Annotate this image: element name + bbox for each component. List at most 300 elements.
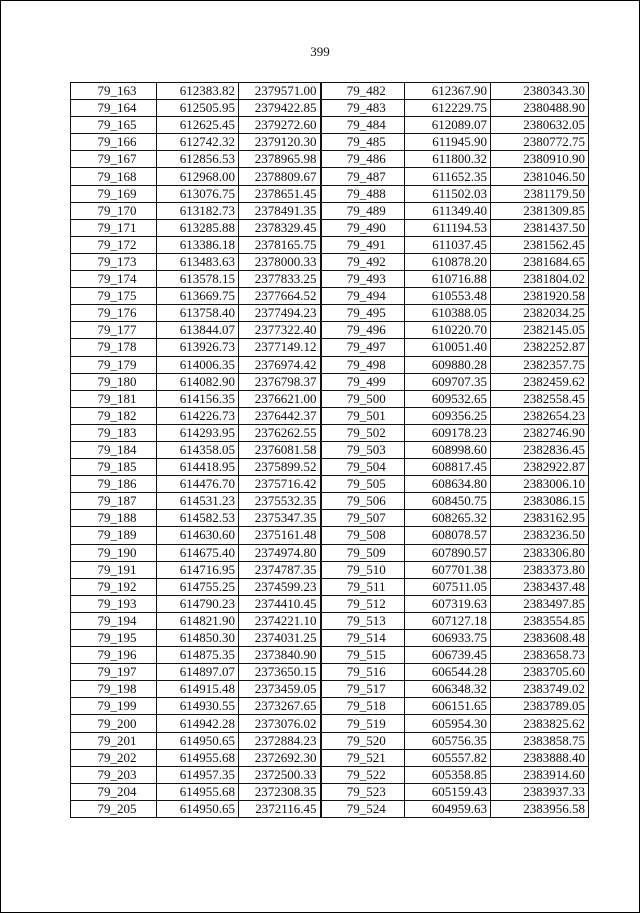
y-right-cell: 2383937.33	[491, 783, 589, 800]
y-right-cell: 2383437.48	[491, 578, 589, 595]
y-right-cell: 2381684.65	[491, 253, 589, 270]
x-right-cell: 610388.05	[405, 305, 491, 322]
page-number: 399	[310, 44, 330, 59]
x-right-cell: 607890.57	[405, 544, 491, 561]
table-row	[71, 202, 589, 219]
x-left-cell: 614476.70	[157, 476, 239, 493]
y-right-cell: 2382836.45	[491, 441, 589, 458]
y-left-cell: 2378491.35	[239, 202, 321, 219]
point-id-right-cell: 79_518	[321, 698, 405, 715]
point-id-left-cell: 79_171	[71, 219, 157, 236]
point-id-left-cell: 79_165	[71, 117, 157, 134]
y-left-cell: 2378965.98	[239, 151, 321, 168]
table-row	[71, 441, 589, 458]
y-left-cell: 2375532.35	[239, 493, 321, 510]
point-id-right-cell: 79_507	[321, 510, 405, 527]
table-row	[71, 356, 589, 373]
y-left-cell: 2375716.42	[239, 476, 321, 493]
table-row	[71, 595, 589, 612]
table-row	[71, 134, 589, 151]
x-right-cell: 610220.70	[405, 322, 491, 339]
y-right-cell: 2381804.02	[491, 271, 589, 288]
point-id-right-cell: 79_491	[321, 236, 405, 253]
point-id-right-cell: 79_494	[321, 288, 405, 305]
y-right-cell: 2380910.90	[491, 151, 589, 168]
point-id-left-cell: 79_196	[71, 647, 157, 664]
point-id-right-cell: 79_521	[321, 749, 405, 766]
table-row	[71, 578, 589, 595]
x-left-cell: 614582.53	[157, 510, 239, 527]
point-id-left-cell: 79_184	[71, 441, 157, 458]
y-right-cell: 2383705.60	[491, 664, 589, 681]
x-right-cell: 611037.45	[405, 236, 491, 253]
x-left-cell: 614950.65	[157, 800, 239, 817]
y-left-cell: 2377494.23	[239, 305, 321, 322]
x-left-cell: 614821.90	[157, 612, 239, 629]
table-row	[71, 681, 589, 698]
point-id-right-cell: 79_508	[321, 527, 405, 544]
y-right-cell: 2381562.45	[491, 236, 589, 253]
y-right-cell: 2383888.40	[491, 749, 589, 766]
x-left-cell: 614293.95	[157, 424, 239, 441]
y-left-cell: 2372692.30	[239, 749, 321, 766]
x-right-cell: 609880.28	[405, 356, 491, 373]
x-left-cell: 612505.95	[157, 100, 239, 117]
point-id-right-cell: 79_504	[321, 459, 405, 476]
x-left-cell: 613483.63	[157, 253, 239, 270]
x-right-cell: 611945.90	[405, 134, 491, 151]
y-left-cell: 2379571.00	[239, 83, 321, 100]
x-right-cell: 605954.30	[405, 715, 491, 732]
y-left-cell: 2376442.37	[239, 407, 321, 424]
y-left-cell: 2372500.33	[239, 766, 321, 783]
point-id-right-cell: 79_483	[321, 100, 405, 117]
table-row	[71, 219, 589, 236]
x-left-cell: 613386.18	[157, 236, 239, 253]
x-left-cell: 614790.23	[157, 595, 239, 612]
point-id-right-cell: 79_516	[321, 664, 405, 681]
table-row	[71, 561, 589, 578]
x-left-cell: 614226.73	[157, 407, 239, 424]
x-left-cell: 612625.45	[157, 117, 239, 134]
table-row	[71, 800, 589, 817]
point-id-left-cell: 79_178	[71, 339, 157, 356]
point-id-left-cell: 79_197	[71, 664, 157, 681]
x-right-cell: 606151.65	[405, 698, 491, 715]
x-left-cell: 614755.25	[157, 578, 239, 595]
x-right-cell: 604959.63	[405, 800, 491, 817]
point-id-right-cell: 79_520	[321, 732, 405, 749]
x-left-cell: 614082.90	[157, 373, 239, 390]
x-right-cell: 608450.75	[405, 493, 491, 510]
point-id-left-cell: 79_163	[71, 83, 157, 100]
point-id-right-cell: 79_519	[321, 715, 405, 732]
y-left-cell: 2378329.45	[239, 219, 321, 236]
y-right-cell: 2382654.23	[491, 407, 589, 424]
point-id-left-cell: 79_175	[71, 288, 157, 305]
y-left-cell: 2372116.45	[239, 800, 321, 817]
table-row	[71, 288, 589, 305]
table-row	[71, 236, 589, 253]
x-left-cell: 614875.35	[157, 647, 239, 664]
point-id-left-cell: 79_189	[71, 527, 157, 544]
y-right-cell: 2381046.50	[491, 168, 589, 185]
point-id-left-cell: 79_199	[71, 698, 157, 715]
x-right-cell: 608817.45	[405, 459, 491, 476]
table-row	[71, 664, 589, 681]
point-id-left-cell: 79_164	[71, 100, 157, 117]
x-left-cell: 613758.40	[157, 305, 239, 322]
y-right-cell: 2380343.30	[491, 83, 589, 100]
point-id-right-cell: 79_500	[321, 390, 405, 407]
x-left-cell: 614955.68	[157, 749, 239, 766]
point-id-left-cell: 79_166	[71, 134, 157, 151]
table-row	[71, 527, 589, 544]
x-right-cell: 610716.88	[405, 271, 491, 288]
point-id-left-cell: 79_191	[71, 561, 157, 578]
x-left-cell: 613844.07	[157, 322, 239, 339]
y-left-cell: 2375347.35	[239, 510, 321, 527]
point-id-right-cell: 79_502	[321, 424, 405, 441]
x-left-cell: 614915.48	[157, 681, 239, 698]
point-id-right-cell: 79_493	[321, 271, 405, 288]
point-id-left-cell: 79_187	[71, 493, 157, 510]
x-right-cell: 612089.07	[405, 117, 491, 134]
point-id-right-cell: 79_506	[321, 493, 405, 510]
y-left-cell: 2376081.58	[239, 441, 321, 458]
x-right-cell: 609178.23	[405, 424, 491, 441]
x-left-cell: 614950.65	[157, 732, 239, 749]
point-id-right-cell: 79_495	[321, 305, 405, 322]
point-id-right-cell: 79_513	[321, 612, 405, 629]
x-right-cell: 608078.57	[405, 527, 491, 544]
point-id-right-cell: 79_524	[321, 800, 405, 817]
y-right-cell: 2383658.73	[491, 647, 589, 664]
x-right-cell: 606348.32	[405, 681, 491, 698]
point-id-right-cell: 79_514	[321, 630, 405, 647]
point-id-left-cell: 79_173	[71, 253, 157, 270]
y-right-cell: 2381437.50	[491, 219, 589, 236]
table-row	[71, 407, 589, 424]
x-left-cell: 612742.32	[157, 134, 239, 151]
y-right-cell: 2381920.58	[491, 288, 589, 305]
table-row	[71, 339, 589, 356]
y-left-cell: 2378651.45	[239, 185, 321, 202]
y-right-cell: 2383006.10	[491, 476, 589, 493]
table-row	[71, 305, 589, 322]
y-right-cell: 2382252.87	[491, 339, 589, 356]
y-left-cell: 2378809.67	[239, 168, 321, 185]
point-id-right-cell: 79_512	[321, 595, 405, 612]
point-id-left-cell: 79_180	[71, 373, 157, 390]
y-right-cell: 2383554.85	[491, 612, 589, 629]
point-id-left-cell: 79_205	[71, 800, 157, 817]
point-id-right-cell: 79_515	[321, 647, 405, 664]
y-left-cell: 2379272.60	[239, 117, 321, 134]
x-right-cell: 606544.28	[405, 664, 491, 681]
point-id-right-cell: 79_505	[321, 476, 405, 493]
point-id-right-cell: 79_482	[321, 83, 405, 100]
point-id-left-cell: 79_193	[71, 595, 157, 612]
x-right-cell: 608634.80	[405, 476, 491, 493]
y-right-cell: 2382145.05	[491, 322, 589, 339]
point-id-left-cell: 79_201	[71, 732, 157, 749]
y-right-cell: 2383789.05	[491, 698, 589, 715]
x-left-cell: 613926.73	[157, 339, 239, 356]
point-id-right-cell: 79_497	[321, 339, 405, 356]
point-id-right-cell: 79_498	[321, 356, 405, 373]
table-row	[71, 168, 589, 185]
y-left-cell: 2374787.35	[239, 561, 321, 578]
point-id-left-cell: 79_183	[71, 424, 157, 441]
table-row	[71, 100, 589, 117]
table-row	[71, 544, 589, 561]
table-row	[71, 749, 589, 766]
y-left-cell: 2373267.65	[239, 698, 321, 715]
point-id-right-cell: 79_501	[321, 407, 405, 424]
point-id-right-cell: 79_499	[321, 373, 405, 390]
point-id-right-cell: 79_487	[321, 168, 405, 185]
y-left-cell: 2374599.23	[239, 578, 321, 595]
point-id-left-cell: 79_177	[71, 322, 157, 339]
x-right-cell: 607127.18	[405, 612, 491, 629]
y-left-cell: 2378000.33	[239, 253, 321, 270]
point-id-left-cell: 79_192	[71, 578, 157, 595]
y-left-cell: 2377833.25	[239, 271, 321, 288]
x-right-cell: 606739.45	[405, 647, 491, 664]
y-left-cell: 2379422.85	[239, 100, 321, 117]
y-right-cell: 2381179.50	[491, 185, 589, 202]
x-right-cell: 608998.60	[405, 441, 491, 458]
point-id-left-cell: 79_172	[71, 236, 157, 253]
table-body	[71, 83, 589, 818]
y-left-cell: 2377664.52	[239, 288, 321, 305]
y-right-cell: 2383162.95	[491, 510, 589, 527]
coordinates-table	[70, 82, 589, 818]
x-right-cell: 609356.25	[405, 407, 491, 424]
y-right-cell: 2383497.85	[491, 595, 589, 612]
point-id-left-cell: 79_181	[71, 390, 157, 407]
point-id-right-cell: 79_490	[321, 219, 405, 236]
point-id-right-cell: 79_517	[321, 681, 405, 698]
x-right-cell: 605756.35	[405, 732, 491, 749]
table-row	[71, 322, 589, 339]
point-id-right-cell: 79_486	[321, 151, 405, 168]
table-row	[71, 424, 589, 441]
table-row	[71, 117, 589, 134]
table-row	[71, 493, 589, 510]
x-right-cell: 610051.40	[405, 339, 491, 356]
x-right-cell: 612229.75	[405, 100, 491, 117]
point-id-left-cell: 79_203	[71, 766, 157, 783]
y-left-cell: 2376621.00	[239, 390, 321, 407]
y-left-cell: 2377149.12	[239, 339, 321, 356]
x-left-cell: 614897.07	[157, 664, 239, 681]
x-left-cell: 613076.75	[157, 185, 239, 202]
table-row	[71, 510, 589, 527]
y-right-cell: 2380772.75	[491, 134, 589, 151]
point-id-right-cell: 79_503	[321, 441, 405, 458]
table-row	[71, 647, 589, 664]
y-right-cell: 2381309.85	[491, 202, 589, 219]
point-id-left-cell: 79_179	[71, 356, 157, 373]
x-right-cell: 605557.82	[405, 749, 491, 766]
x-right-cell: 607511.05	[405, 578, 491, 595]
y-right-cell: 2383914.60	[491, 766, 589, 783]
y-left-cell: 2373076.02	[239, 715, 321, 732]
x-right-cell: 610878.20	[405, 253, 491, 270]
y-right-cell: 2382357.75	[491, 356, 589, 373]
y-right-cell: 2383086.15	[491, 493, 589, 510]
point-id-right-cell: 79_485	[321, 134, 405, 151]
y-left-cell: 2374974.80	[239, 544, 321, 561]
x-right-cell: 610553.48	[405, 288, 491, 305]
y-right-cell: 2383373.80	[491, 561, 589, 578]
point-id-left-cell: 79_195	[71, 630, 157, 647]
y-right-cell: 2383306.80	[491, 544, 589, 561]
table-row	[71, 612, 589, 629]
y-right-cell: 2382558.45	[491, 390, 589, 407]
x-left-cell: 614957.35	[157, 766, 239, 783]
point-id-right-cell: 79_492	[321, 253, 405, 270]
table-row	[71, 783, 589, 800]
y-left-cell: 2373459.05	[239, 681, 321, 698]
table-row	[71, 476, 589, 493]
point-id-right-cell: 79_509	[321, 544, 405, 561]
point-id-left-cell: 79_200	[71, 715, 157, 732]
x-left-cell: 614006.35	[157, 356, 239, 373]
table-row	[71, 271, 589, 288]
y-left-cell: 2374031.25	[239, 630, 321, 647]
x-right-cell: 609532.65	[405, 390, 491, 407]
point-id-right-cell: 79_510	[321, 561, 405, 578]
x-right-cell: 609707.35	[405, 373, 491, 390]
y-right-cell: 2382459.62	[491, 373, 589, 390]
y-left-cell: 2376798.37	[239, 373, 321, 390]
y-left-cell: 2372308.35	[239, 783, 321, 800]
point-id-left-cell: 79_167	[71, 151, 157, 168]
x-left-cell: 614955.68	[157, 783, 239, 800]
x-right-cell: 611194.53	[405, 219, 491, 236]
table-row	[71, 185, 589, 202]
y-left-cell: 2376262.55	[239, 424, 321, 441]
x-left-cell: 612968.00	[157, 168, 239, 185]
point-id-left-cell: 79_169	[71, 185, 157, 202]
y-right-cell: 2383858.75	[491, 732, 589, 749]
y-left-cell: 2375899.52	[239, 459, 321, 476]
table-row	[71, 83, 589, 100]
point-id-left-cell: 79_185	[71, 459, 157, 476]
y-left-cell: 2377322.40	[239, 322, 321, 339]
x-left-cell: 614930.55	[157, 698, 239, 715]
x-left-cell: 613578.15	[157, 271, 239, 288]
y-right-cell: 2380632.05	[491, 117, 589, 134]
point-id-left-cell: 79_188	[71, 510, 157, 527]
x-left-cell: 614850.30	[157, 630, 239, 647]
point-id-left-cell: 79_194	[71, 612, 157, 629]
point-id-right-cell: 79_496	[321, 322, 405, 339]
y-left-cell: 2373840.90	[239, 647, 321, 664]
point-id-right-cell: 79_522	[321, 766, 405, 783]
table-row	[71, 732, 589, 749]
x-left-cell: 614156.35	[157, 390, 239, 407]
x-left-cell: 614531.23	[157, 493, 239, 510]
point-id-right-cell: 79_484	[321, 117, 405, 134]
x-left-cell: 612856.53	[157, 151, 239, 168]
x-right-cell: 611800.32	[405, 151, 491, 168]
point-id-left-cell: 79_204	[71, 783, 157, 800]
x-left-cell: 614716.95	[157, 561, 239, 578]
x-left-cell: 613182.73	[157, 202, 239, 219]
x-left-cell: 614358.05	[157, 441, 239, 458]
point-id-left-cell: 79_202	[71, 749, 157, 766]
x-left-cell: 614630.60	[157, 527, 239, 544]
x-left-cell: 612383.82	[157, 83, 239, 100]
point-id-left-cell: 79_170	[71, 202, 157, 219]
x-left-cell: 614418.95	[157, 459, 239, 476]
x-left-cell: 613669.75	[157, 288, 239, 305]
y-left-cell: 2372884.23	[239, 732, 321, 749]
y-right-cell: 2380488.90	[491, 100, 589, 117]
table-row	[71, 459, 589, 476]
y-right-cell: 2383236.50	[491, 527, 589, 544]
y-right-cell: 2383749.02	[491, 681, 589, 698]
x-right-cell: 605159.43	[405, 783, 491, 800]
table-row	[71, 630, 589, 647]
x-right-cell: 611652.35	[405, 168, 491, 185]
y-right-cell: 2382922.87	[491, 459, 589, 476]
x-right-cell: 607319.63	[405, 595, 491, 612]
x-right-cell: 605358.85	[405, 766, 491, 783]
point-id-left-cell: 79_190	[71, 544, 157, 561]
point-id-right-cell: 79_523	[321, 783, 405, 800]
point-id-left-cell: 79_198	[71, 681, 157, 698]
x-right-cell: 606933.75	[405, 630, 491, 647]
y-right-cell: 2383608.48	[491, 630, 589, 647]
x-left-cell: 614675.40	[157, 544, 239, 561]
point-id-right-cell: 79_489	[321, 202, 405, 219]
point-id-left-cell: 79_176	[71, 305, 157, 322]
y-right-cell: 2382034.25	[491, 305, 589, 322]
point-id-right-cell: 79_511	[321, 578, 405, 595]
y-left-cell: 2375161.48	[239, 527, 321, 544]
y-left-cell: 2376974.42	[239, 356, 321, 373]
x-right-cell: 611349.40	[405, 202, 491, 219]
y-left-cell: 2374221.10	[239, 612, 321, 629]
y-right-cell: 2383825.62	[491, 715, 589, 732]
table-row	[71, 698, 589, 715]
table-row	[71, 253, 589, 270]
point-id-left-cell: 79_174	[71, 271, 157, 288]
table-row	[71, 373, 589, 390]
x-left-cell: 613285.88	[157, 219, 239, 236]
point-id-left-cell: 79_186	[71, 476, 157, 493]
x-left-cell: 614942.28	[157, 715, 239, 732]
y-right-cell: 2383956.58	[491, 800, 589, 817]
table-row	[71, 766, 589, 783]
table-row	[71, 390, 589, 407]
x-right-cell: 607701.38	[405, 561, 491, 578]
y-right-cell: 2382746.90	[491, 424, 589, 441]
table-row	[71, 715, 589, 732]
x-right-cell: 608265.32	[405, 510, 491, 527]
point-id-left-cell: 79_168	[71, 168, 157, 185]
y-left-cell: 2373650.15	[239, 664, 321, 681]
point-id-left-cell: 79_182	[71, 407, 157, 424]
y-left-cell: 2374410.45	[239, 595, 321, 612]
y-left-cell: 2379120.30	[239, 134, 321, 151]
point-id-right-cell: 79_488	[321, 185, 405, 202]
